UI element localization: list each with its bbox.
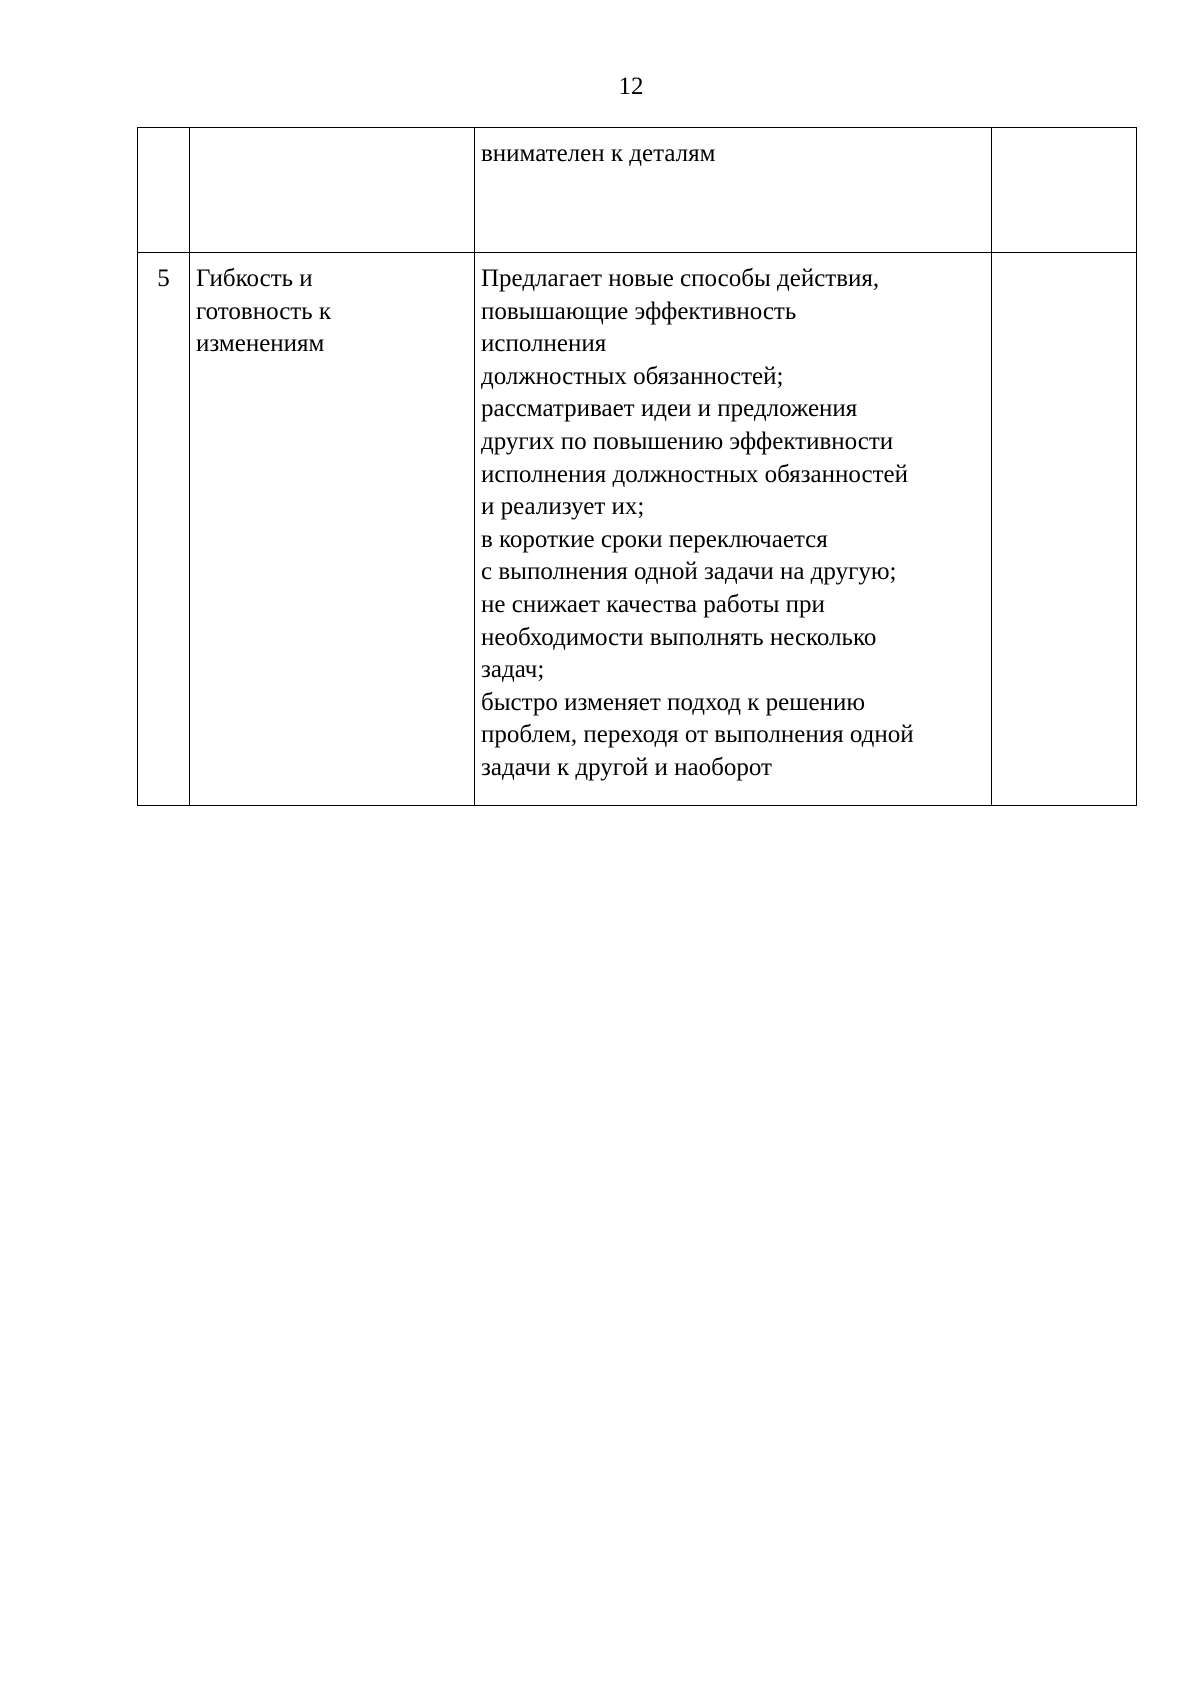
table-row (138, 128, 1137, 253)
indicator-line: не снижает качества работы при (481, 590, 825, 618)
indicator-line: исполнения (481, 330, 607, 358)
page-number: 12 (618, 73, 644, 100)
table-row (138, 253, 1137, 806)
competency-table (137, 127, 1137, 806)
indicator-line: задач; (481, 656, 545, 684)
mark-cell (992, 128, 1137, 253)
indicator-line: исполнения должностных обязанностей (481, 460, 909, 488)
indicator-line: задачи к другой и наоборот (481, 753, 772, 781)
indicator-line: быстро изменяет подход к решению (481, 688, 866, 716)
indicator-line: внимателен к деталям (481, 140, 716, 167)
indicator-line: повышающие эффективность (481, 297, 797, 325)
row-number-cell: 5 (138, 253, 190, 806)
indicator-line: должностных обязанностей; (481, 362, 784, 390)
indicator-cell (475, 128, 992, 253)
mark-cell (992, 253, 1137, 806)
competency-name-cell (190, 253, 475, 806)
competency-name-line: Гибкость и (196, 265, 313, 292)
competency-name-line: готовность к (196, 297, 332, 325)
indicator-cell (475, 253, 992, 806)
indicator-line: с выполнения одной задачи на другую; (481, 558, 897, 586)
indicator-line: в короткие сроки переключается (481, 525, 828, 553)
indicator-line: и реализует их; (481, 493, 645, 521)
indicator-line: Предлагает новые способы действия, (481, 265, 880, 292)
competency-name-line: изменениям (196, 330, 325, 358)
row-number-cell (138, 128, 190, 253)
indicator-line: проблем, переходя от выполнения одной (481, 721, 914, 749)
indicator-line: других по повышению эффективности (481, 427, 894, 455)
indicator-line: необходимости выполнять несколько (481, 623, 877, 651)
indicator-line: рассматривает идеи и предложения (481, 395, 858, 423)
competency-name-cell (190, 128, 475, 253)
